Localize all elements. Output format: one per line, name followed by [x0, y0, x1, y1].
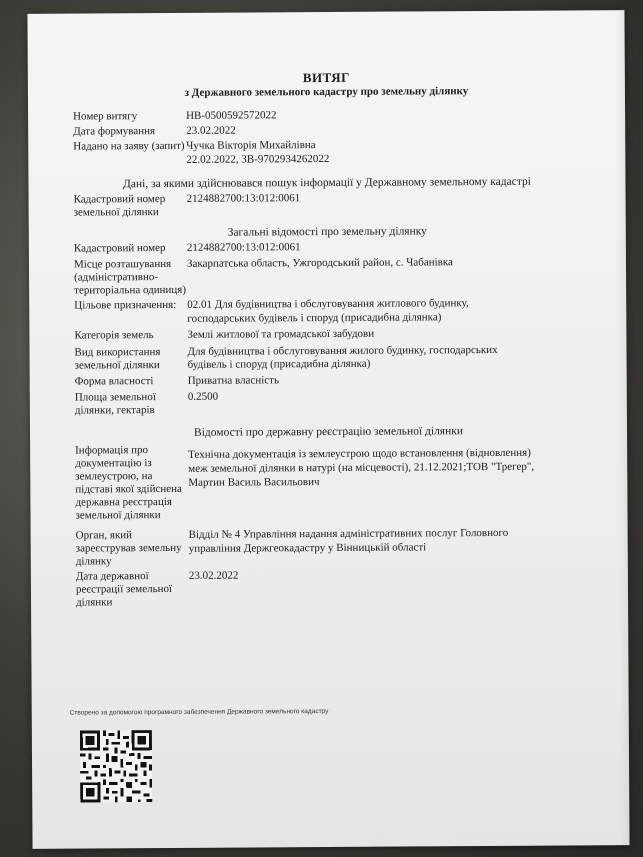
area-value: 0.2500 — [187, 390, 219, 403]
land-category-value: Землі житлової та громадської забудови — [187, 327, 375, 341]
location-value: Закарпатська область, Ужгородський район, с. Чабанівка — [186, 256, 453, 270]
registration-date-value: 23.02.2022 — [188, 569, 239, 582]
area-label-1: Площа земельної — [74, 391, 156, 404]
registering-body-value-2: управління Держгеокадастру у Вінницькій області — [188, 541, 427, 555]
document-page — [27, 10, 629, 849]
document-title: ВИТЯГ — [302, 69, 350, 86]
location-label-3: територіальна одиниця) — [74, 283, 187, 297]
qr-code-icon — [80, 730, 152, 802]
purpose-value-2: господарських будівель і споруд (присадибна ділянка) — [187, 311, 442, 325]
ownership-label: Форма власності — [74, 375, 154, 388]
extract-number-label: Номер витягу — [73, 110, 138, 123]
use-type-label-1: Вид використання — [74, 346, 161, 359]
registering-body-label-3: ділянку — [75, 555, 112, 568]
issued-request-ref: 22.02.2022, ЗВ-9702934262022 — [186, 152, 330, 166]
doc-info-label-5: державна реєстрація — [75, 495, 172, 509]
registering-body-value-1: Відділ № 4 Управління надання адміністративних послуг Головного — [188, 526, 509, 541]
search-cadastral-label-2: земельної ділянки — [73, 206, 159, 219]
issued-request-name: Чучка Вікторія Михайлівна — [186, 139, 316, 152]
doc-info-label-3: землеустрою, на — [75, 470, 153, 483]
land-category-label: Категорія земель — [74, 329, 154, 342]
doc-info-label-4: підставі якої здійснена — [75, 482, 182, 496]
cadastral-number-value: 2124882700:13:012:0061 — [186, 241, 301, 254]
formation-date-value: 23.02.2022 — [186, 124, 236, 137]
use-type-value-1: Для будівництва і обслуговування жилого будинку, господарських — [187, 343, 498, 358]
purpose-label: Цільове призначення: — [74, 298, 177, 312]
registration-date-label-1: Дата державної — [75, 570, 149, 583]
doc-info-value-2: меж земельної ділянки в натурі (на місцевості), 21.12.2021;ТОВ "Трегер", — [188, 460, 535, 475]
doc-info-label-2: документацію із — [75, 457, 152, 470]
ownership-value: Приватна власність — [187, 374, 280, 387]
issued-request-label: Надано на заяву (запит) — [73, 139, 185, 153]
registering-body-label-2: зареєстрував земельну — [75, 541, 182, 555]
doc-info-label-1: Інформація про — [75, 444, 149, 457]
purpose-value-1: 02.01 Для будівництва і обслуговування житлового будинку, — [187, 297, 469, 311]
use-type-value-2: будівель і споруд (присадибна ділянка) — [187, 357, 371, 371]
location-label-2: (адміністративно- — [74, 271, 159, 284]
search-section-heading: Дані, за якими здійснювався пошук інформації у Державному земельному кадастрі — [122, 175, 531, 191]
cadastral-number-label: Кадастровий номер — [73, 241, 166, 255]
formation-date-label: Дата формування — [73, 125, 156, 138]
doc-info-value-1: Технічна документація із землеустрою щодо встановлення (відновлення) — [188, 446, 531, 461]
registration-date-label-2: реєстрації земельної — [75, 582, 173, 596]
extract-number-value: НВ-0500592572022 — [186, 109, 277, 122]
registration-date-label-3: ділянки — [76, 596, 113, 609]
use-type-label-2: земельної ділянки — [74, 359, 160, 372]
location-label-1: Місце розташування — [73, 257, 172, 271]
area-label-2: ділянки, гектарів — [74, 404, 155, 417]
footer-note: Створено за допомогою програмного забезпечення Державного земельного кадастру — [69, 708, 329, 717]
search-cadastral-label-1: Кадастровий номер — [73, 192, 166, 206]
document-subtitle: з Державного земельного кадастру про земельну ділянку — [184, 85, 469, 99]
doc-info-value-3: Мартин Василь Васильович — [188, 476, 320, 489]
search-cadastral-value: 2124882700:13:012:0061 — [186, 192, 301, 205]
registering-body-label-1: Орган, який — [75, 529, 133, 542]
general-section-heading: Загальні відомості про земельну ділянку — [227, 225, 427, 239]
registration-section-heading: Відомості про державну реєстрацію земельної ділянки — [193, 425, 464, 439]
doc-info-label-6: земельної ділянки — [75, 509, 161, 522]
